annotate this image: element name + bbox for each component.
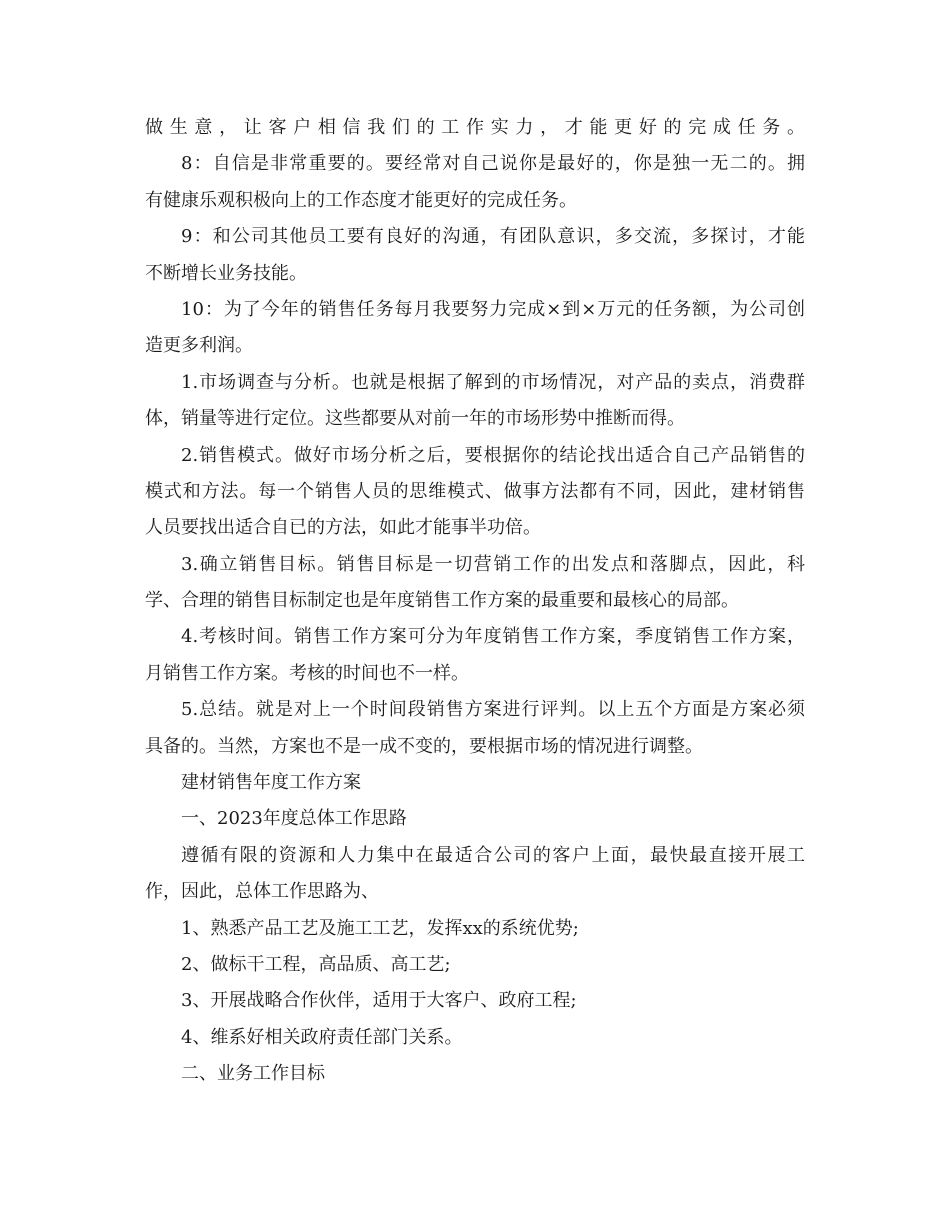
- paragraph-line: 2.销售模式。做好市场分析之后，要根据你的结论找出适合自己产品销售的: [181, 444, 805, 466]
- section-heading: 一、2023年度总体工作思路: [181, 808, 407, 830]
- paragraph-line: 作，因此，总体工作思路为、: [145, 881, 379, 903]
- list-item: 3、开展战略合作伙伴，适用于大客户、政府工程;: [181, 990, 577, 1012]
- paragraph-line: 10：为了今年的销售任务每月我要努力完成×到×万元的任务额，为公司创: [181, 298, 805, 320]
- paragraph-line: 学、合理的销售目标制定也是年度销售工作方案的最重要和最核心的局部。: [145, 590, 739, 612]
- list-item: 4、维系好相关政府责任部门关系。: [181, 1026, 463, 1048]
- paragraph-line: 月销售工作方案。考核的时间也不一样。: [145, 662, 469, 684]
- section-heading: 二、业务工作目标: [181, 1063, 325, 1085]
- section-heading: 建材销售年度工作方案: [181, 772, 361, 794]
- paragraph-line: 9：和公司其他员工要有良好的沟通，有团队意识，多交流，多探讨，才能: [181, 226, 805, 248]
- paragraph-line: 1.市场调查与分析。也就是根据了解到的市场情况，对产品的卖点，消费群: [181, 371, 805, 393]
- paragraph-line: 不断增长业务技能。: [145, 262, 307, 284]
- paragraph-line: 造更多利润。: [145, 335, 253, 357]
- paragraph-line: 具备的。当然，方案也不是一成不变的，要根据市场的情况进行调整。: [145, 735, 703, 757]
- paragraph-line: 体，销量等进行定位。这些都要从对前一年的市场形势中推断而得。: [145, 408, 685, 430]
- paragraph-line: 8：自信是非常重要的。要经常对自己说你是最好的，你是独一无二的。拥: [181, 153, 805, 175]
- paragraph-line: 3.确立销售目标。销售目标是一切营销工作的出发点和落脚点，因此，科: [181, 553, 805, 575]
- list-item: 2、做标干工程，高品质、高工艺;: [181, 953, 451, 975]
- paragraph-line: 做生意，让客户相信我们的工作实力，才能更好的完成任务。: [145, 117, 805, 138]
- paragraph-line: 人员要找出适合自已的方法，如此才能事半功倍。: [145, 517, 541, 539]
- paragraph-line: 遵循有限的资源和人力集中在最适合公司的客户上面，最快最直接开展工: [181, 844, 805, 866]
- paragraph-line: 有健康乐观积极向上的工作态度才能更好的完成任务。: [145, 189, 577, 211]
- paragraph-line: 4.考核时间。销售工作方案可分为年度销售工作方案，季度销售工作方案，: [181, 626, 805, 648]
- document-body: [145, 110, 805, 1093]
- list-item: 1、熟悉产品工艺及施工工艺，发挥xx的系统优势;: [181, 917, 579, 939]
- paragraph-line: 模式和方法。每一个销售人员的思维模式、做事方法都有不同，因此，建材销售: [145, 480, 805, 502]
- paragraph-line: 5.总结。就是对上一个时间段销售方案进行评判。以上五个方面是方案必须: [181, 699, 805, 721]
